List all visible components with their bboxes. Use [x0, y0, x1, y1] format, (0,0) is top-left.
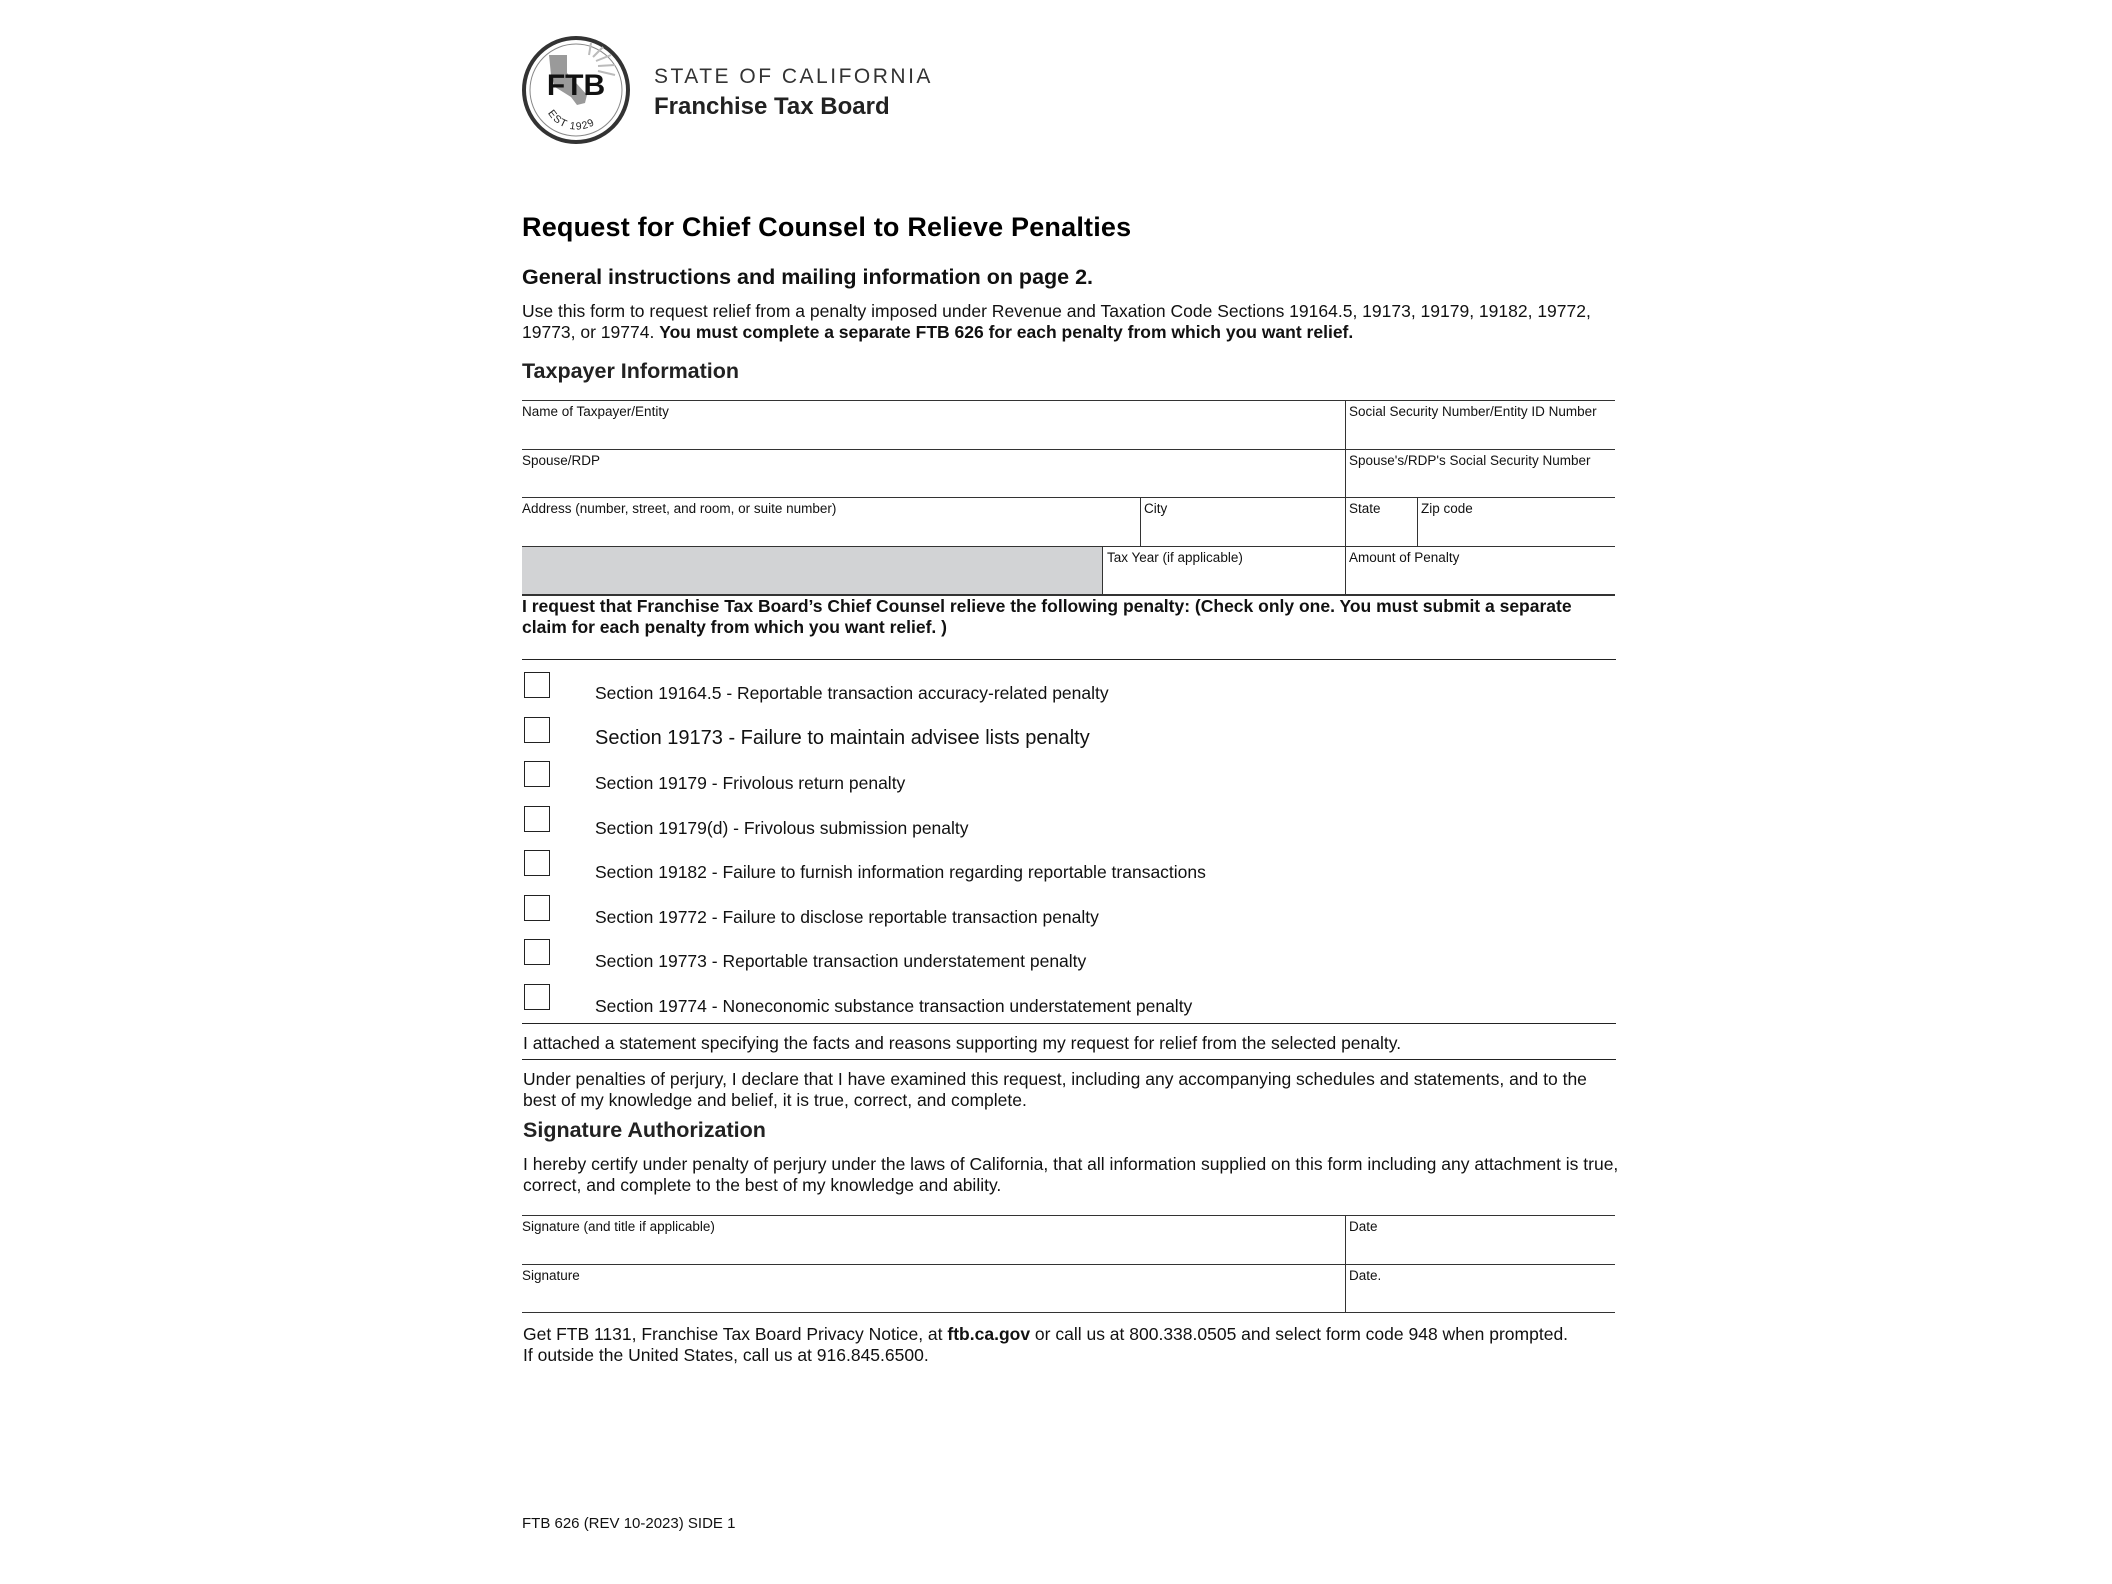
logo-text: FTB [546, 69, 606, 102]
spouse-ssn-label: Spouse's/RDP's Social Security Number [1349, 453, 1591, 468]
ssn-label: Social Security Number/Entity ID Number [1349, 404, 1597, 419]
general-instructions-note: General instructions and mailing information on page 2. [522, 265, 1094, 289]
penalty-label: Section 19173 - Failure to maintain advisee lists penalty [595, 727, 1090, 749]
city-label: City [1144, 501, 1168, 516]
penalty-label: Section 19179 - Frivolous return penalty [595, 773, 906, 793]
address-label: Address (number, street, and room, or suite number) [522, 501, 837, 516]
agency-name [654, 64, 933, 122]
taxpayer-info-heading: Taxpayer Information [522, 359, 740, 383]
ftb-seal-logo [521, 35, 631, 145]
ftb-website-link[interactable]: ftb.ca.gov [947, 1324, 1031, 1344]
penalty-checkbox[interactable] [524, 939, 550, 965]
certify-paragraph: I hereby certify under penalty of perjury under the laws of California, that all information supplied on this form including any attachment is true, correct, and complete to the best of my knowledge and ability. [523, 1154, 1619, 1195]
agency-state: STATE OF CALIFORNIA [654, 65, 933, 88]
signature-heading: Signature Authorization [523, 1118, 766, 1142]
tax-year-label: Tax Year (if applicable) [1107, 550, 1243, 565]
penalty-label: Section 19182 - Failure to furnish information regarding reportable transactions [595, 862, 1206, 882]
date-2-label: Date. [1349, 1268, 1382, 1283]
penalty-checkbox[interactable] [524, 806, 550, 832]
date-1-label: Date [1349, 1219, 1378, 1234]
signature-grid [522, 1215, 1615, 1315]
penalty-label: Section 19164.5 - Reportable transaction accuracy-related penalty [595, 683, 1109, 703]
penalty-checkbox[interactable] [524, 761, 550, 787]
penalty-checkbox[interactable] [524, 850, 550, 876]
state-label: State [1349, 501, 1381, 516]
penalty-label: Section 19772 - Failure to disclose reportable transaction penalty [595, 907, 1099, 927]
penalty-checkbox[interactable] [524, 895, 550, 921]
penalty-checkbox[interactable] [524, 984, 550, 1010]
spouse-label: Spouse/RDP [522, 453, 601, 468]
footer-line2: If outside the United States, call us at 916.845.6500. [523, 1345, 929, 1365]
intro-text: Use this form to request relief from a penalty imposed under Revenue and Taxation Code Sections 19164.5, 19173, 19179, 19182, 19772, 19773, or 19774. [522, 301, 1591, 342]
privacy-notice [523, 1324, 1623, 1366]
form-id: FTB 626 (REV 10-2023) SIDE 1 [522, 1515, 736, 1532]
intro-paragraph [522, 301, 1622, 343]
penalty-checkbox[interactable] [524, 672, 550, 698]
logo-est-text: EST 1929 [545, 107, 598, 133]
shaded-area [522, 547, 1102, 594]
footer-line1-pre: Get FTB 1131, Franchise Tax Board Privacy Notice, at [523, 1324, 948, 1344]
penalty-label: Section 19774 - Noneconomic substance transaction understatement penalty [595, 996, 1193, 1016]
penalty-label: Section 19773 - Reportable transaction understatement penalty [595, 951, 1087, 971]
penalty-checkbox[interactable] [524, 717, 550, 743]
zip-label: Zip code [1421, 501, 1473, 516]
taxpayer-info-grid [522, 400, 1615, 595]
request-statement: I request that Franchise Tax Board’s Chief Counsel relieve the following penalty: (Check only one. You must submit a separate claim for each penalty from which you want relief. ) [522, 596, 1572, 637]
agency-board: Franchise Tax Board [654, 93, 890, 120]
attached-statement: I attached a statement specifying the facts and reasons supporting my request for relief from the selected penalty. [523, 1033, 1402, 1053]
amount-label: Amount of Penalty [1349, 550, 1460, 565]
form-title: Request for Chief Counsel to Relieve Penalties [522, 212, 1132, 242]
footer-line1-post: or call us at 800.338.0505 and select form code 948 when prompted. [1030, 1324, 1569, 1344]
intro-bold-text: You must complete a separate FTB 626 for each penalty from which you want relief. [659, 322, 1354, 342]
name-label: Name of Taxpayer/Entity [522, 404, 669, 419]
perjury-declaration: Under penalties of perjury, I declare that I have examined this request, including any accompanying schedules and statements, and to the best of my knowledge and belief, it is true, correct, and complete. [523, 1069, 1587, 1110]
penalty-label: Section 19179(d) - Frivolous submission penalty [595, 818, 969, 838]
signature-1-label: Signature (and title if applicable) [522, 1219, 715, 1234]
signature-2-label: Signature [522, 1268, 580, 1283]
